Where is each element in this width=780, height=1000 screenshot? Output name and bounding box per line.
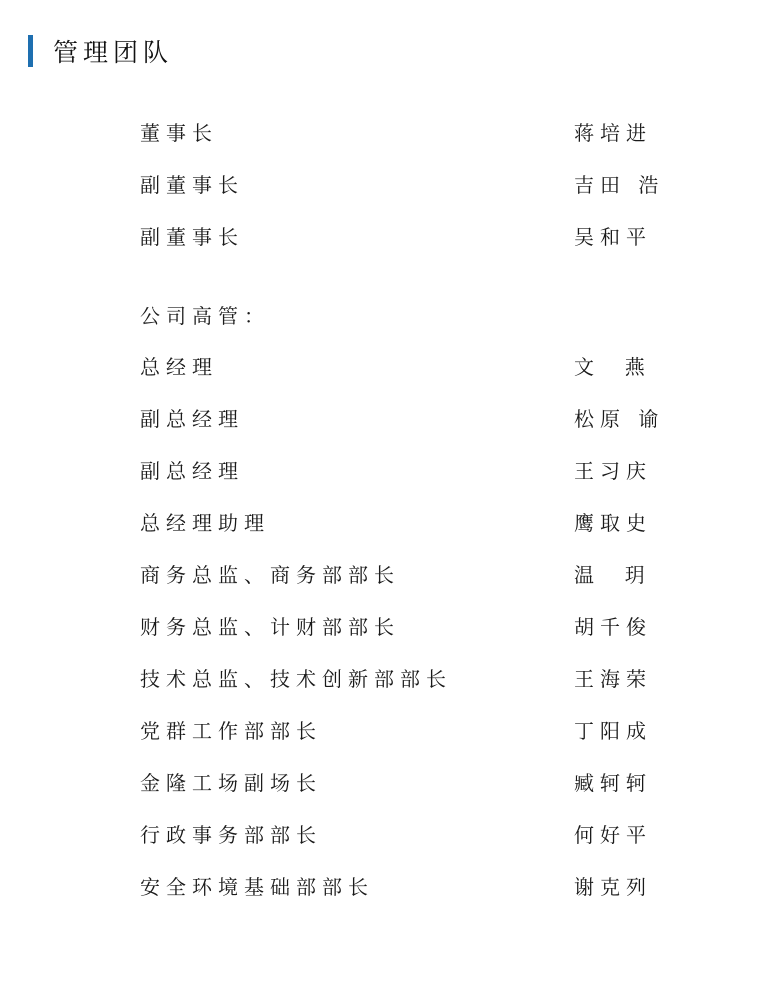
role-label: 商务总监、商务部部长: [140, 563, 400, 587]
role-label: 财务总监、计财部部长: [140, 615, 400, 639]
person-name: 文 燕: [574, 355, 651, 379]
role-label: 副总经理: [140, 459, 244, 483]
executive-row: [140, 560, 680, 590]
page-title: 管理团队: [53, 38, 174, 67]
person-name: 王海荣: [574, 667, 652, 691]
person-name: 王习庆: [574, 459, 652, 483]
person-name: 臧轲轲: [574, 771, 652, 795]
board-row-vice-chairman-1: [140, 170, 680, 200]
person-name: 谢克列: [574, 875, 652, 899]
executive-row: [140, 612, 680, 642]
person-name: 温 玥: [574, 563, 651, 587]
role-label: 副董事长: [140, 173, 244, 197]
board-row-vice-chairman-2: [140, 222, 680, 252]
role-label: 技术总监、技术创新部部长: [140, 667, 452, 691]
executive-row: [140, 872, 680, 902]
executive-row: [140, 404, 680, 434]
executive-row: [140, 664, 680, 694]
person-name: 蒋培进: [574, 121, 652, 145]
accent-bar: [28, 35, 33, 67]
person-name: 丁阳成: [574, 719, 652, 743]
executive-row: [140, 716, 680, 746]
executive-row: [140, 352, 680, 382]
person-name: 鹰取史: [574, 511, 652, 535]
role-label: 党群工作部部长: [140, 719, 322, 743]
executives-heading: 公司高管：: [140, 304, 270, 328]
role-label: 副总经理: [140, 407, 244, 431]
person-name: 吉田 浩: [574, 173, 665, 197]
role-label: 行政事务部部长: [140, 823, 322, 847]
person-name: 何好平: [574, 823, 652, 847]
executive-row: [140, 768, 680, 798]
role-label: 副董事长: [140, 225, 244, 249]
executive-row: [140, 820, 680, 850]
role-label: 总经理助理: [140, 511, 270, 535]
executive-row: [140, 508, 680, 538]
role-label: 总经理: [140, 355, 218, 379]
executive-row: [140, 456, 680, 486]
person-name: 松原 谕: [574, 407, 665, 431]
person-name: 吴和平: [574, 225, 652, 249]
role-label: 董事长: [140, 121, 218, 145]
board-row-chairman: [140, 118, 680, 148]
person-name: 胡千俊: [574, 615, 652, 639]
role-label: 安全环境基础部部长: [140, 875, 374, 899]
section-header: [28, 34, 173, 68]
role-label: 金隆工场副场长: [140, 771, 322, 795]
